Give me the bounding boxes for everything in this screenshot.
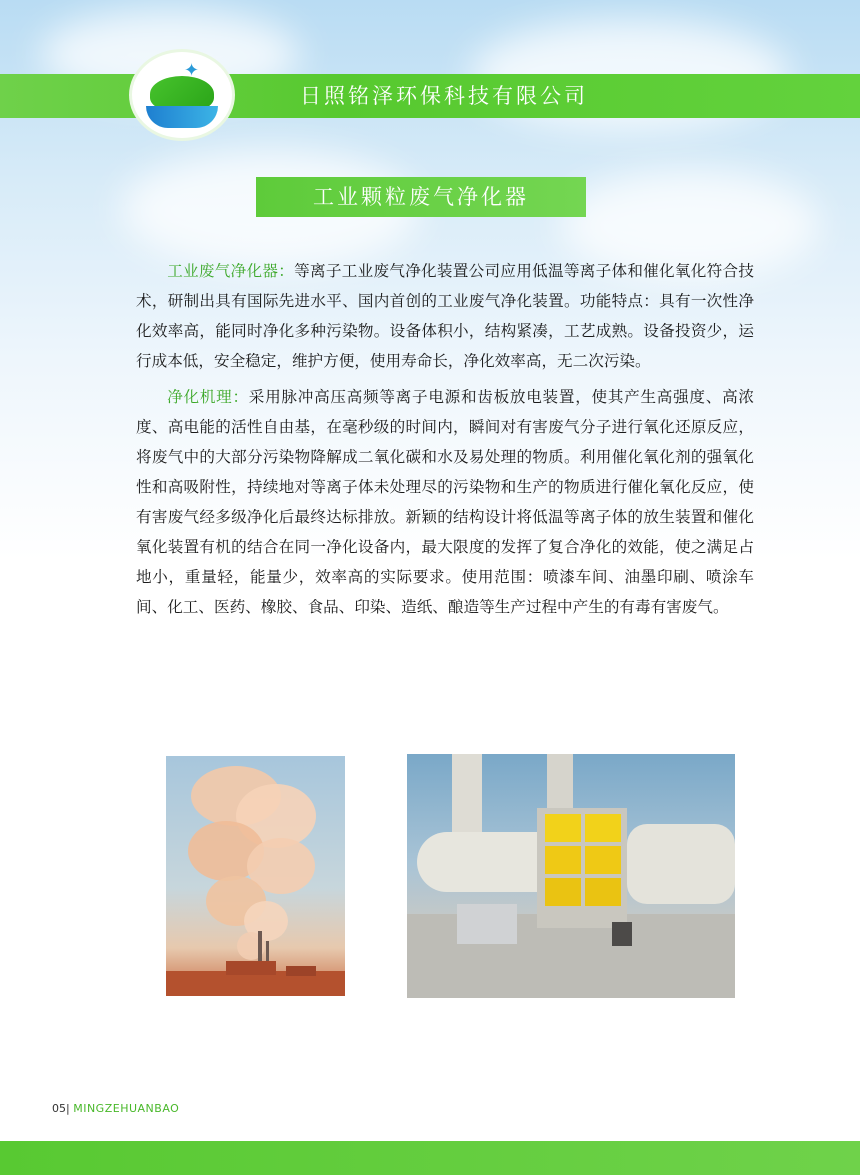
paragraph-label: 工业废气净化器： [167,262,295,280]
company-logo [132,52,232,138]
footer-brand: MINGZEHUANBAO [73,1102,180,1115]
footer-separator: | [66,1102,70,1115]
page-number: 05 [52,1102,66,1115]
paragraph-text: 采用脉冲高压高频等离子电源和齿板放电装置，使其产生高强度、高浓度、高电能的活性自由基，在毫秒级的时间内，瞬间对有害废气分子进行氧化还原反应，将废气中的大部分污染物降解成二氧化碳和水及易处理的物质。利用催化氧化剂的强氧化性和高吸附性，持续地对等离子体未处理尽的污染物和生产的物质进行催化氧化反应，使有害废气经多级净化后最终达标排放。新颖的结构设计将低温等离子体的放生装置和催化氧化装置有机的结合在同一净化设备内，最大限度的发挥了复合净化的效能，使之满足占地小，重量轻，能量少，效率高的实际要求。使用范围：喷漆车间、油墨印刷、喷涂车间、化工、医药、橡胶、食品、印染、造纸、酿造等生产过程中产生的有毒有害废气。 [136,388,754,616]
company-name: 日照铭泽环保科技有限公司 [300,84,588,108]
bottom-band [0,1141,860,1175]
page-footer [52,1102,179,1115]
paragraph-mechanism [136,382,754,622]
paragraph-intro [136,256,754,376]
smokestack-illustration [166,756,345,996]
star-icon: ✦ [184,60,200,81]
paragraph-label: 净化机理： [167,388,249,406]
body-text [136,256,754,628]
purifier-equipment-photo [407,754,735,998]
logo-wave-shape [146,106,218,128]
purifier-illustration [407,754,735,998]
page-title: 工业颗粒废气净化器 [256,177,586,217]
paragraph-text: 等离子工业废气净化装置公司应用低温等离子体和催化氧化符合技术，研制出具有国际先进水平、国内首创的工业废气净化装置。功能特点：具有一次性净化效率高，能同时净化多种污染物。设备体积小，结构紧凑，工艺成熟。设备投资少，运行成本低，安全稳定，维护方便，使用寿命长，净化效率高，无二次污染。 [136,262,754,370]
smokestack-photo [166,756,345,996]
